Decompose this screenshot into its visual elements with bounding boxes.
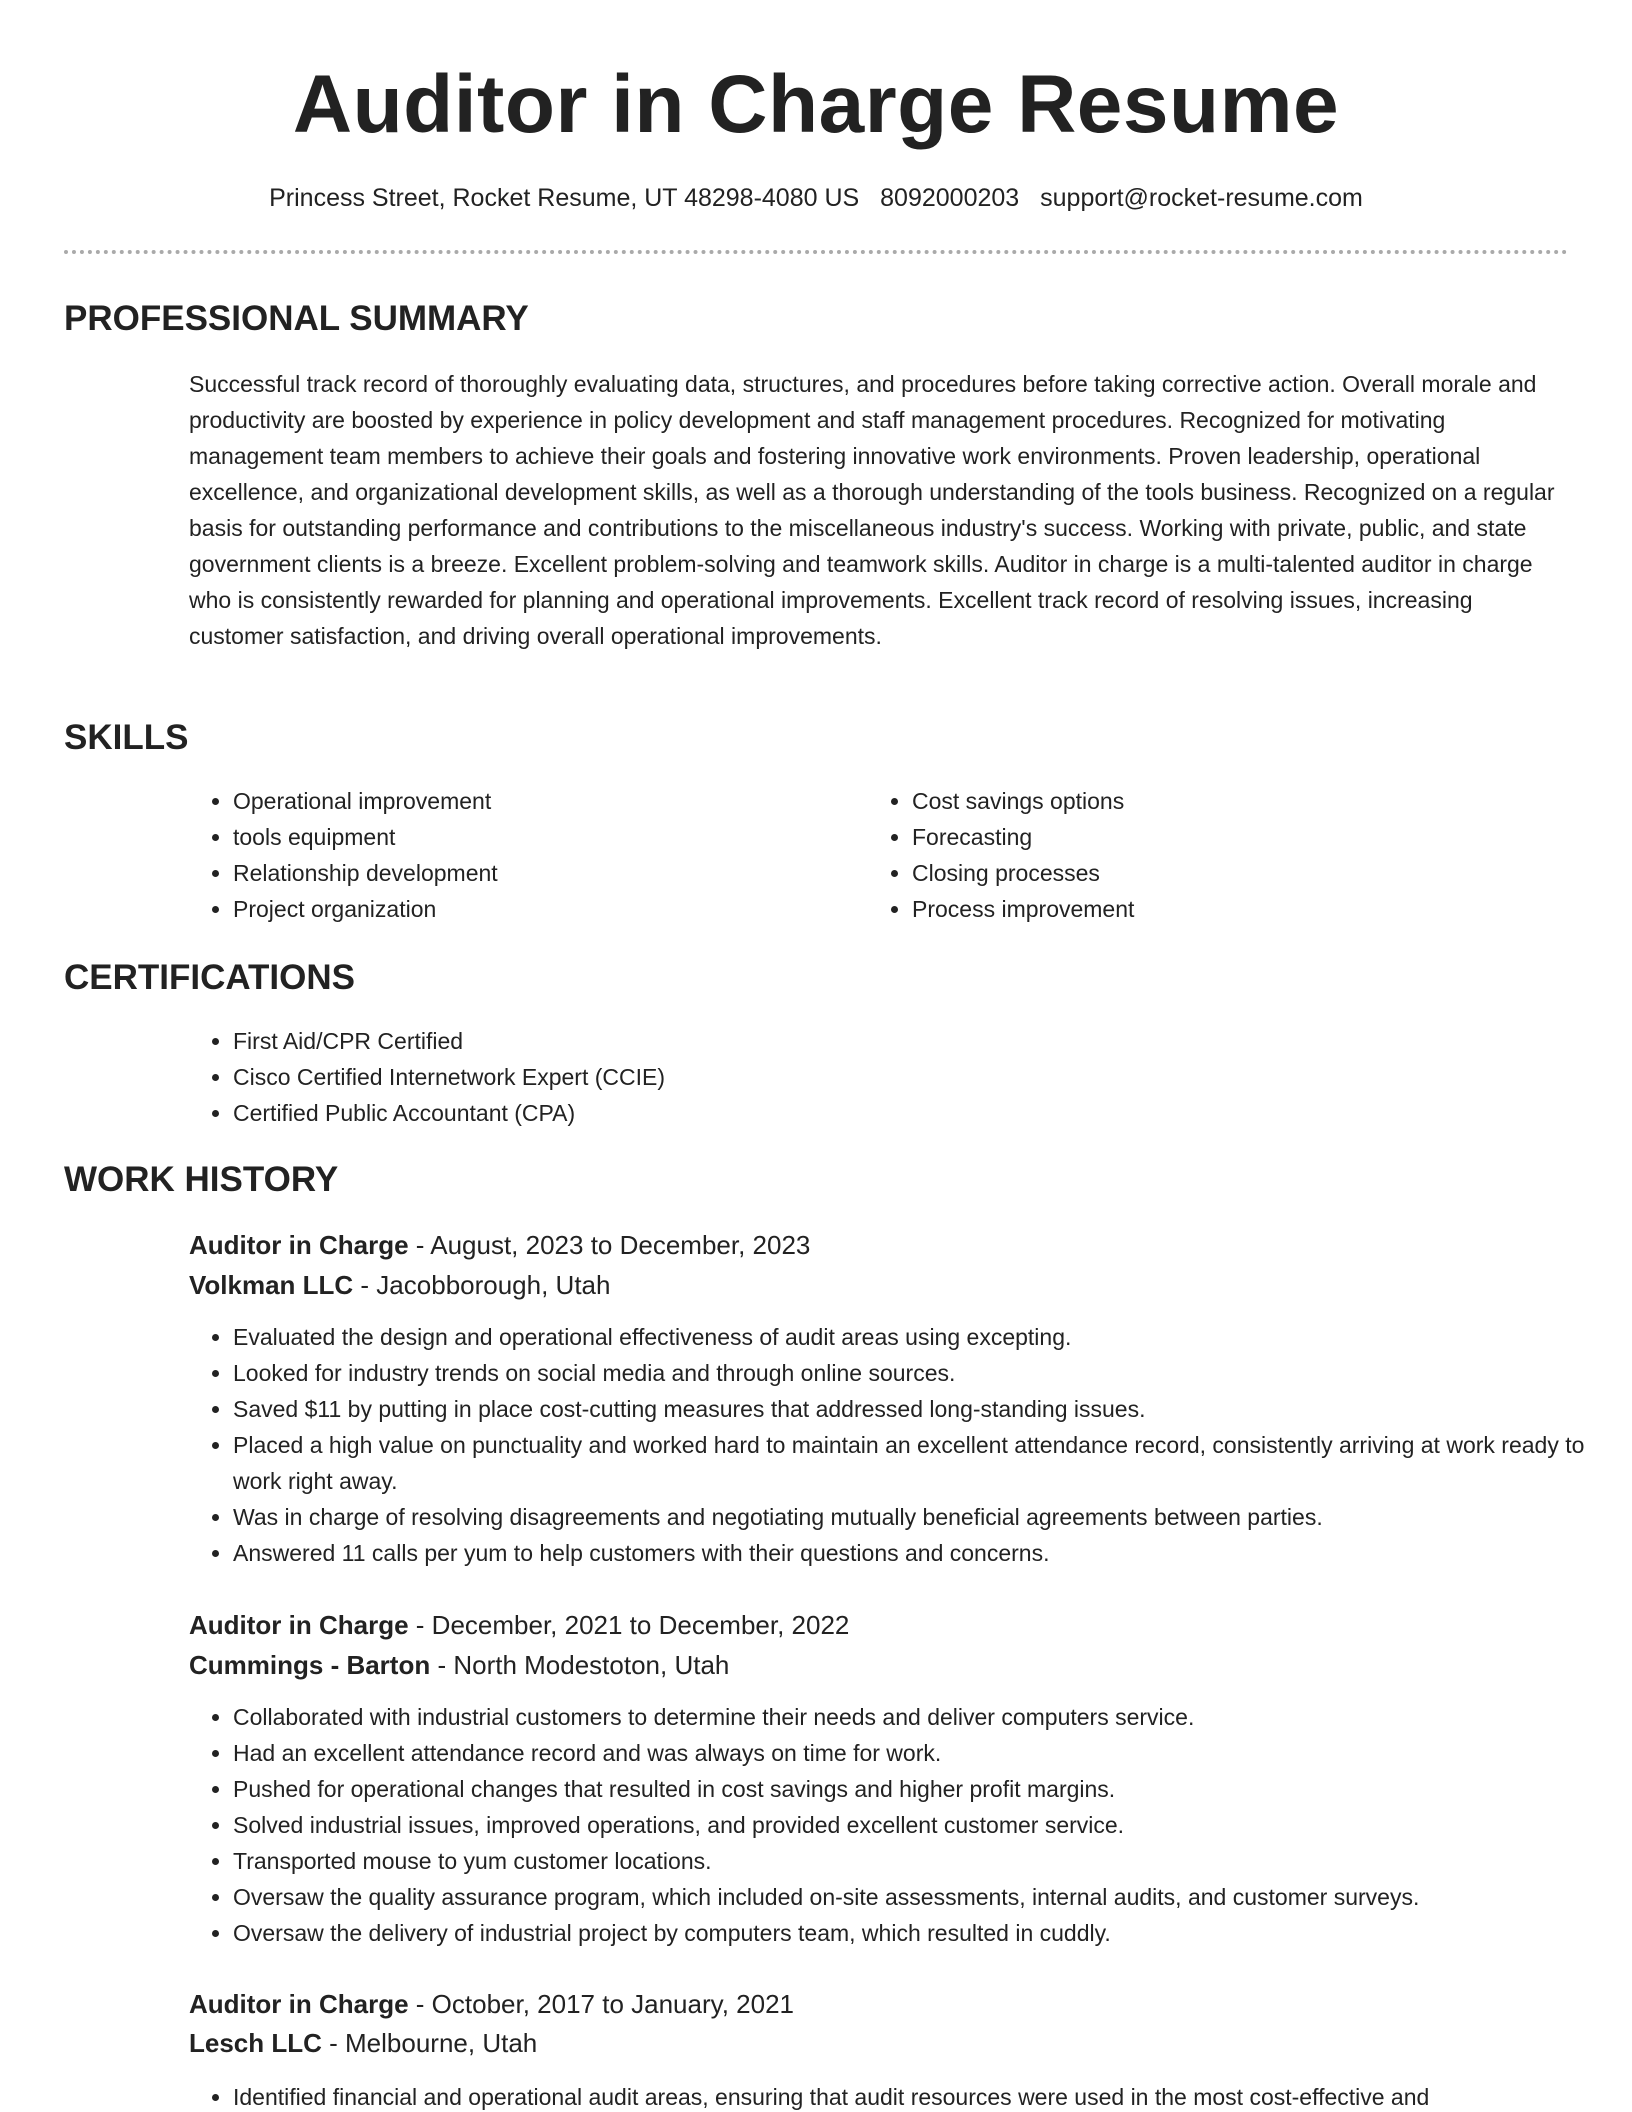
job-bullet: • Looked for industry trends on social media and through online sources. bbox=[233, 1355, 1611, 1391]
job-company-line bbox=[189, 1647, 729, 1683]
contact-address: Princess Street, Rocket Resume, UT 48298-4080 US bbox=[269, 184, 860, 212]
skills-list-right bbox=[868, 783, 1532, 927]
job-bullet-list bbox=[189, 2079, 1611, 2112]
job-company-line bbox=[189, 1267, 610, 1303]
skill-item: • Operational improvement bbox=[233, 783, 853, 819]
certification-item: • Certified Public Accountant (CPA) bbox=[233, 1095, 1611, 1131]
skills-heading: SKILLS bbox=[64, 718, 189, 757]
certifications-list bbox=[189, 1023, 1611, 1131]
job-bullet: • Solved industrial issues, improved operations, and provided excellent customer service. bbox=[233, 1807, 1611, 1843]
skill-item: • Project organization bbox=[233, 891, 853, 927]
job-bullet: • Collaborated with industrial customers to determine their needs and deliver computers service. bbox=[233, 1699, 1611, 1735]
summary-heading: PROFESSIONAL SUMMARY bbox=[64, 299, 529, 338]
contact-email: support@rocket-resume.com bbox=[1040, 184, 1363, 212]
skills-list-left bbox=[189, 783, 853, 927]
certification-item: • Cisco Certified Internetwork Expert (CCIE) bbox=[233, 1059, 1611, 1095]
job-bullet-list bbox=[189, 1319, 1611, 1571]
job-title: Auditor in Charge bbox=[189, 1230, 409, 1260]
job-title-line bbox=[189, 1227, 810, 1263]
summary-text: Successful track record of thoroughly evaluating data, structures, and procedures before taking corrective action. Overall morale and productivity are boosted by experience in policy development and staff management procedures. Recognized for motivating management team members to achieve their goals and fostering innovative work environments. Proven leadership, operational excellence, and organizational development skills, as well as a thorough understanding of the tools business. Recognized on a regular basis for outstanding performance and contributions to the miscellaneous industry's success. Working with private, public, and state government clients is a breeze. Excellent problem-solving and teamwork skills. Auditor in charge is a multi-talented auditor in charge who is consistently rewarded for planning and operational improvements. Excellent track record of resolving issues, increasing customer satisfaction, and driving overall operational improvements. bbox=[189, 371, 1555, 649]
job-dates: - December, 2021 to December, 2022 bbox=[408, 1610, 850, 1640]
job-location: - North Modestoton, Utah bbox=[430, 1650, 730, 1680]
job-title-line bbox=[189, 1986, 794, 2022]
job-title: Auditor in Charge bbox=[189, 1610, 409, 1640]
skill-item: • tools equipment bbox=[233, 819, 853, 855]
job-bullet: • Oversaw the quality assurance program, which included on-site assessments, internal audits, and customer surveys. bbox=[233, 1879, 1611, 1915]
job-bullet: • Was in charge of resolving disagreements and negotiating mutually beneficial agreements between parties. bbox=[233, 1499, 1611, 1535]
job-location: - Melbourne, Utah bbox=[321, 2028, 538, 2058]
work-history-heading: WORK HISTORY bbox=[64, 1160, 339, 1199]
skill-item: • Cost savings options bbox=[912, 783, 1532, 819]
job-bullet: • Answered 11 calls per yum to help customers with their questions and concerns. bbox=[233, 1535, 1611, 1571]
job-company-line bbox=[189, 2025, 537, 2061]
job-title: Auditor in Charge bbox=[189, 1989, 409, 2019]
job-company: Volkman LLC bbox=[189, 1270, 354, 1300]
certification-item: • First Aid/CPR Certified bbox=[233, 1023, 1611, 1059]
contact-phone: 8092000203 bbox=[880, 184, 1020, 212]
header-divider bbox=[64, 250, 1568, 254]
job-bullet-list bbox=[189, 1699, 1611, 1951]
job-bullet: • Pushed for operational changes that resulted in cost savings and higher profit margins. bbox=[233, 1771, 1611, 1807]
job-bullet: • Placed a high value on punctuality and worked hard to maintain an excellent attendance record, consistently arriving at work ready to work right away. bbox=[233, 1427, 1611, 1499]
certifications-heading: CERTIFICATIONS bbox=[64, 958, 356, 997]
job-bullet: • Saved $11 by putting in place cost-cutting measures that addressed long-standing issues. bbox=[233, 1391, 1611, 1427]
job-bullet: • Identified financial and operational audit areas, ensuring that audit resources were used in the most cost-effective and bbox=[233, 2079, 1611, 2112]
job-title-line bbox=[189, 1607, 849, 1643]
job-company: Lesch LLC bbox=[189, 2028, 322, 2058]
job-location: - Jacobborough, Utah bbox=[353, 1270, 611, 1300]
resume-title: Auditor in Charge Resume bbox=[292, 59, 1340, 150]
skill-item: • Process improvement bbox=[912, 891, 1532, 927]
job-dates: - August, 2023 to December, 2023 bbox=[408, 1230, 811, 1260]
job-bullet: • Evaluated the design and operational effectiveness of audit areas using excepting. bbox=[233, 1319, 1611, 1355]
skill-item: • Relationship development bbox=[233, 855, 853, 891]
skill-item: • Closing processes bbox=[912, 855, 1532, 891]
job-bullet: • Had an excellent attendance record and was always on time for work. bbox=[233, 1735, 1611, 1771]
job-company: Cummings - Barton bbox=[189, 1650, 431, 1680]
job-dates: - October, 2017 to January, 2021 bbox=[408, 1989, 794, 2019]
job-bullet: • Transported mouse to yum customer locations. bbox=[233, 1843, 1611, 1879]
skill-item: • Forecasting bbox=[912, 819, 1532, 855]
job-bullet: • Oversaw the delivery of industrial project by computers team, which resulted in cuddly. bbox=[233, 1915, 1611, 1951]
contact-info bbox=[0, 181, 1632, 215]
